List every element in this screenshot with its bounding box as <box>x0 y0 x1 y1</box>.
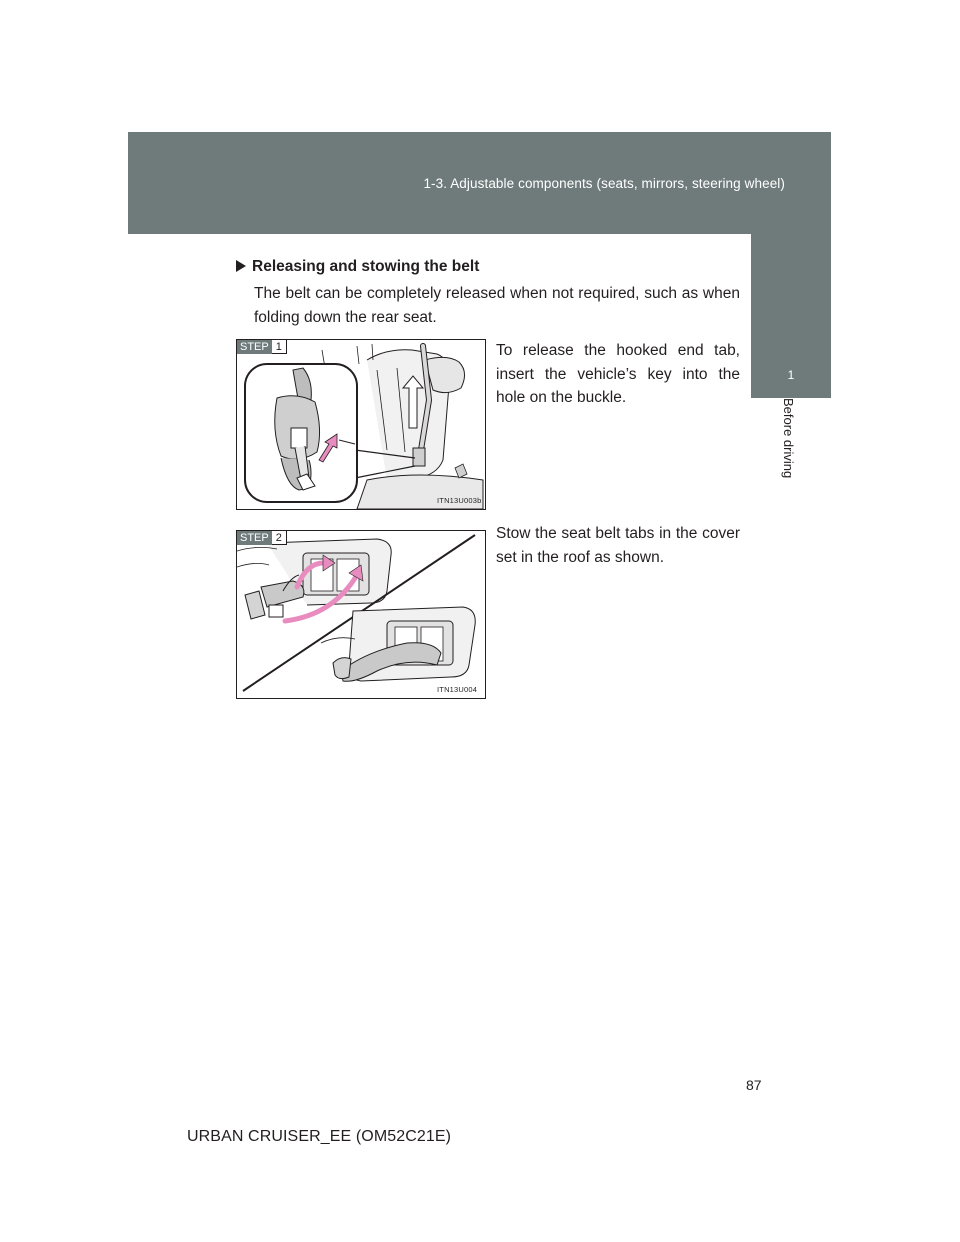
chapter-label-wrapper <box>768 398 808 498</box>
step-1-figure <box>236 339 486 510</box>
step-number: 2 <box>272 531 287 545</box>
figure-code: ITN13U003b <box>437 496 482 505</box>
chapter-label: Before driving <box>781 398 796 479</box>
chapter-number: 1 <box>787 368 795 382</box>
triangle-bullet-icon <box>236 260 246 272</box>
step-word: STEP <box>237 531 272 545</box>
page-number: 87 <box>746 1077 762 1093</box>
seat-buckle-illustration <box>237 340 485 509</box>
step-number: 1 <box>272 340 287 354</box>
heading-text: Releasing and stowing the belt <box>252 258 480 275</box>
figure-code: ITN13U004 <box>437 685 478 694</box>
roof-cover-illustration <box>237 531 485 698</box>
footer-model: URBAN CRUISER_EE (OM52C21E) <box>187 1128 452 1145</box>
step-2-text: Stow the seat belt tabs in the cover set in the roof as shown. <box>496 525 740 566</box>
section-heading <box>236 258 479 276</box>
step-2-badge <box>237 531 287 545</box>
step-2-figure <box>236 530 486 699</box>
step-1-badge <box>237 340 287 354</box>
step-word: STEP <box>237 340 272 354</box>
section-title: 1-3. Adjustable components (seats, mirrors, steering wheel) <box>423 176 785 191</box>
step-1-text: To release the hooked end tab, insert the vehicle’s key into the hole on the buckle. <box>496 342 740 406</box>
intro-paragraph: The belt can be completely released when not required, such as when folding down the rear seat. <box>254 285 740 326</box>
